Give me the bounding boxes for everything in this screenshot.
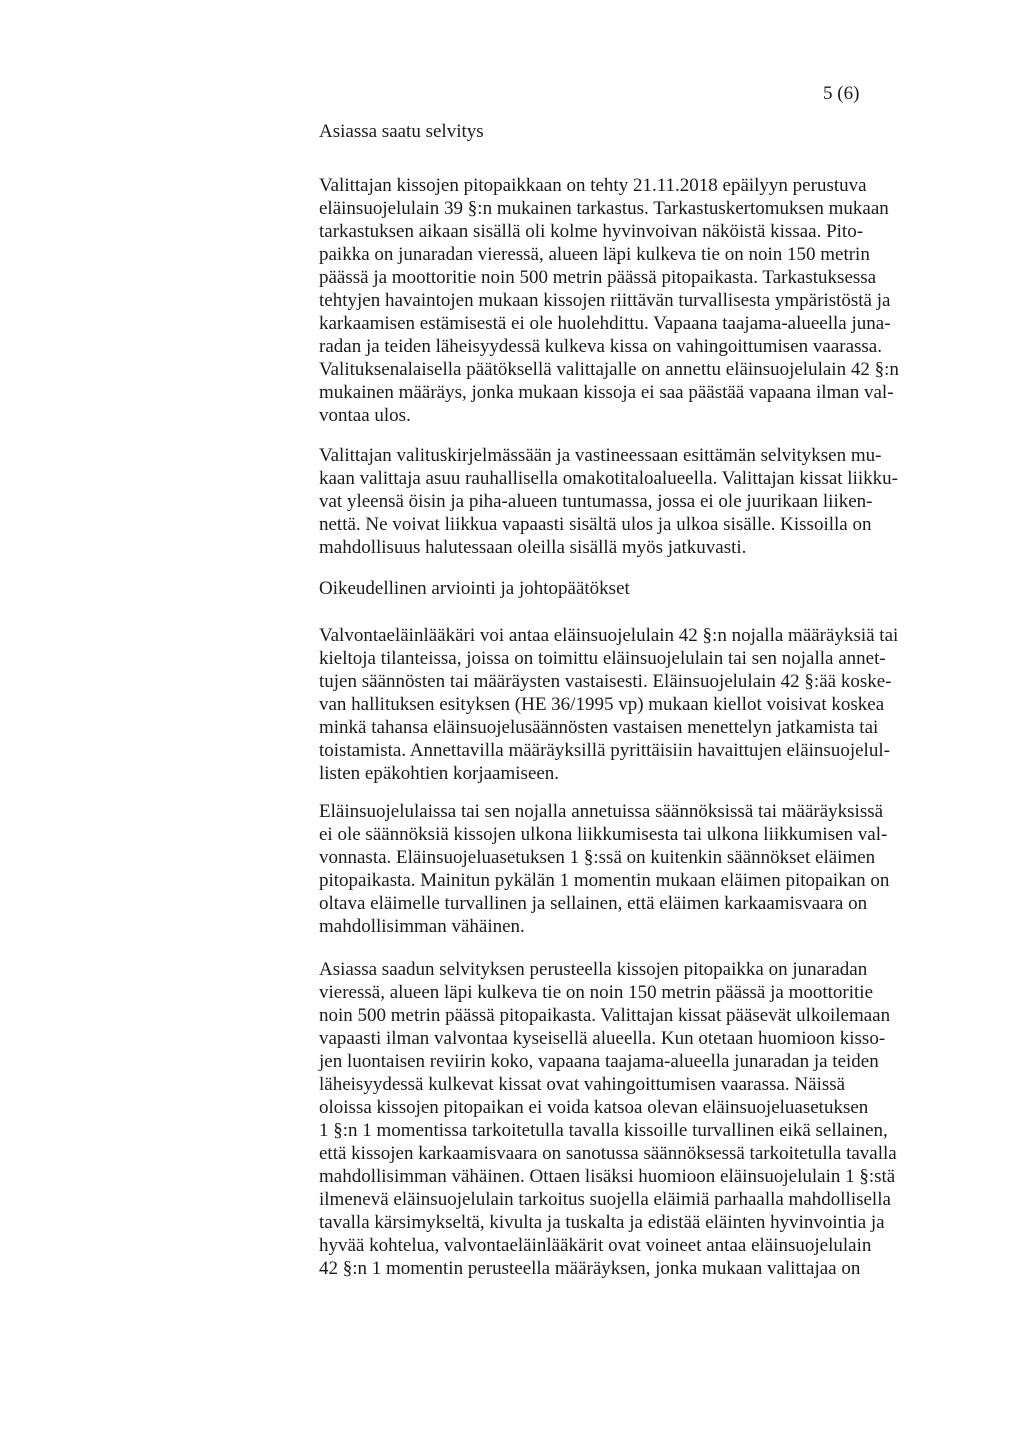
text-line: ilmenevä eläinsuojelulain tarkoitus suojella eläimiä parhaalla mahdollisella (319, 1189, 891, 1210)
page-number: 5 (6) (823, 83, 860, 104)
text-line: toistamista. Annettavilla määräyksillä pyrittäisiin havaittujen eläinsuojelul- (319, 740, 890, 761)
text-line: van hallituksen esityksen (HE 36/1995 vp) mukaan kiellot voisivat koskea (319, 694, 885, 715)
text-line: 42 §:n 1 momentin perusteella määräyksen, jonka mukaan valittajaa on (319, 1258, 861, 1279)
text-line: paikka on junaradan vieressä, alueen läpi kulkeva tie on noin 150 metrin (319, 244, 870, 265)
text-line: Valittajan valituskirjelmässään ja vastineessaan esittämän selvityksen mu- (319, 445, 882, 466)
text-line: noin 500 metrin päässä pitopaikasta. Valittajan kissat pääsevät ulkoilemaan (319, 1005, 891, 1026)
text-line: oltava eläimelle turvallinen ja sellainen, että eläimen karkaamisvaara on (319, 893, 868, 914)
text-line: pitopaikasta. Mainitun pykälän 1 momentin mukaan eläimen pitopaikan on (319, 870, 890, 891)
heading-legal: Oikeudellinen arviointi ja johtopäätökset (319, 578, 630, 599)
text-line: Eläinsuojelulaissa tai sen nojalla annetuissa säännöksissä tai määräyksissä (319, 801, 884, 822)
text-line: tavalla kärsimykseltä, kivulta ja tuskalta ja edistää eläinten hyvinvointia ja (319, 1212, 885, 1233)
text-line: vat yleensä öisin ja piha-alueen tuntumassa, jossa ei ole juurikaan liiken- (319, 491, 873, 512)
text-line: vieressä, alueen läpi kulkeva tie on noin 150 metrin päässä ja moottoritie (319, 982, 874, 1003)
paragraph-4 (319, 800, 889, 938)
text-line: mukainen määräys, jonka mukaan kissoja ei saa päästää vapaana ilman val- (319, 382, 894, 403)
text-line: kaan valittaja asuu rauhallisella omakotitaloalueella. Valittajan kissat liikku- (319, 468, 898, 489)
text-line: että kissojen karkaamisvaara on sanotussa säännöksessä tarkoitetulla tavalla (319, 1143, 897, 1164)
text-line: Asiassa saadun selvityksen perusteella kissojen pitopaikka on junaradan (319, 959, 868, 980)
text-line: Valvontaeläinlääkäri voi antaa eläinsuojelulain 42 §:n nojalla määräyksiä tai (319, 625, 899, 646)
text-line: ei ole säännöksiä kissojen ulkona liikkumisesta tai ulkona liikkumisen val- (319, 824, 888, 845)
text-line: listen epäkohtien korjaamiseen. (319, 763, 560, 784)
text-line: mahdollisimman vähäinen. Ottaen lisäksi huomioon eläinsuojelulain 1 §:stä (319, 1166, 896, 1187)
text-line: eläinsuojelulain 39 §:n mukainen tarkastus. Tarkastuskertomuksen mukaan (319, 198, 889, 219)
paragraph-3 (319, 624, 898, 785)
text-line: kieltoja tilanteissa, joissa on toimittu eläinsuojelulain tai sen nojalla annet- (319, 648, 886, 669)
text-line: mahdollisuus halutessaan oleilla sisällä myös jatkuvasti. (319, 537, 747, 558)
text-line: radan ja teiden läheisyydessä kulkeva kissa on vahingoittumisen vaarassa. (319, 336, 882, 357)
text-line: vapaasti ilman valvontaa kyseisellä alueella. Kun otetaan huomioon kisso- (319, 1028, 886, 1049)
text-line: jen luontaisen reviirin koko, vapaana taajama-alueella junaradan ja teiden (319, 1051, 879, 1072)
text-line: Valituksenalaisella päätöksellä valittajalle on annettu eläinsuojelulain 42 §:n (319, 359, 899, 380)
text-line: hyvää kohtelua, valvontaeläinlääkärit ovat voineet antaa eläinsuojelulain (319, 1235, 872, 1256)
text-line: vonnasta. Eläinsuojeluasetuksen 1 §:ssä on kuitenkin säännökset eläimen (319, 847, 876, 868)
text-line: nettä. Ne voivat liikkua vapaasti sisältä ulos ja ulkoa sisälle. Kissoilla on (319, 514, 872, 535)
text-line: mahdollisimman vähäinen. (319, 916, 525, 937)
text-line: karkaamisen estämisestä ei ole huolehdittu. Vapaana taajama-alueella juna- (319, 313, 891, 334)
text-line: oloissa kissojen pitopaikan ei voida katsoa olevan eläinsuojeluasetuksen (319, 1097, 869, 1118)
text-line: läheisyydessä kulkevat kissat ovat vahingoittumisen vaarassa. Näissä (319, 1074, 846, 1095)
paragraph-5 (319, 958, 897, 1280)
text-line: tujen säännösten tai määräysten vastaisesti. Eläinsuojelulain 42 §:ää koske- (319, 671, 892, 692)
heading-facts: Asiassa saatu selvitys (319, 121, 484, 142)
text-line: 1 §:n 1 momentissa tarkoitetulla tavalla kissoille turvallinen eikä sellainen, (319, 1120, 888, 1141)
text-line: päässä ja moottoritie noin 500 metrin päässä pitopaikasta. Tarkastuksessa (319, 267, 877, 288)
text-line: Valittajan kissojen pitopaikkaan on tehty 21.11.2018 epäilyyn perustuva (319, 175, 867, 196)
text-line: tarkastuksen aikaan sisällä oli kolme hyvinvoivan näköistä kissaa. Pito- (319, 221, 864, 242)
paragraph-1 (319, 174, 899, 427)
text-line: vontaa ulos. (319, 405, 411, 426)
text-line: minkä tahansa eläinsuojelusäännösten vastaisen menettelyn jatkamista tai (319, 717, 879, 738)
paragraph-2 (319, 444, 898, 559)
text-line: tehtyjen havaintojen mukaan kissojen riittävän turvallisesta ympäristöstä ja (319, 290, 891, 311)
